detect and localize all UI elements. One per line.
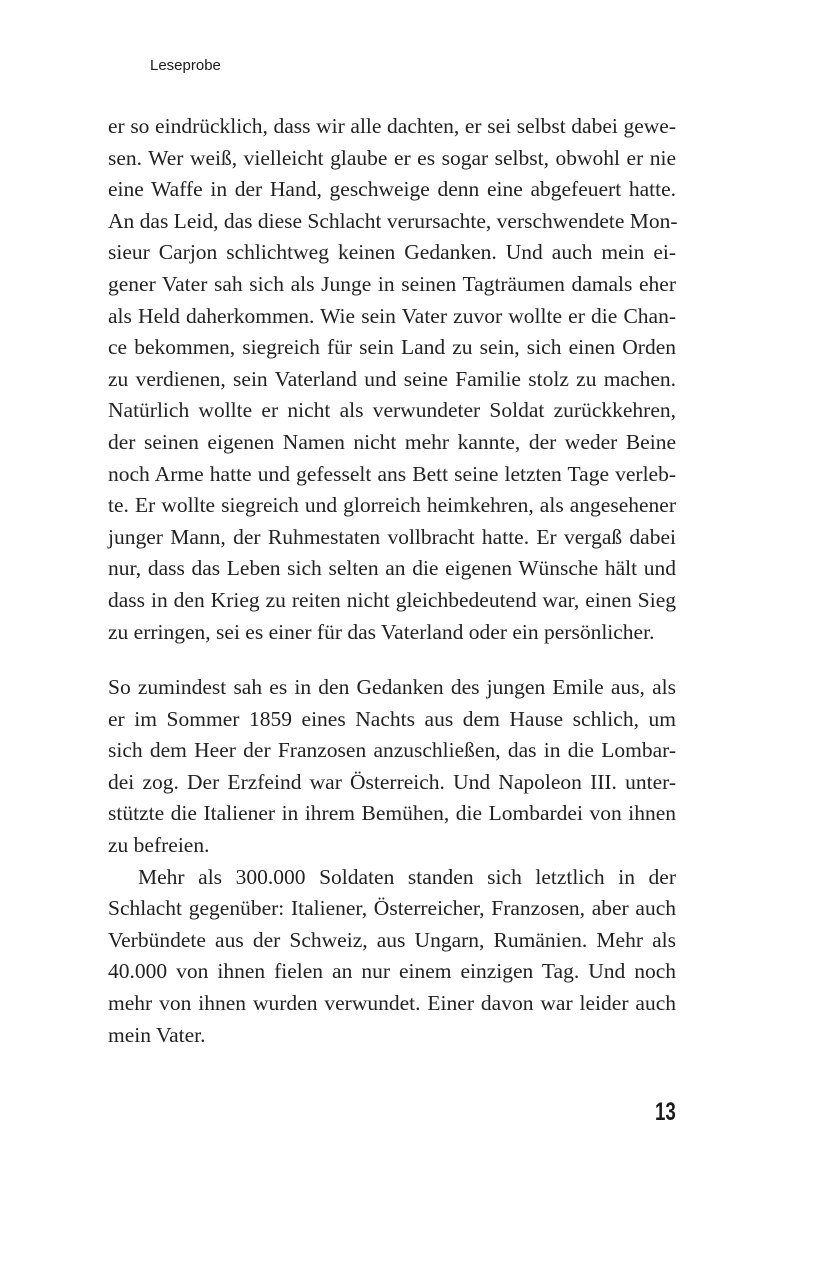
text-line: mehr von ihnen wurden verwundet. Einer davon war leider auch [108,990,676,1015]
text-line: dass in den Krieg zu reiten nicht gleichbedeutend war, einen Sieg [108,587,676,612]
text-line: An das Leid, das diese Schlacht verursachte, verschwendete Mon- [108,208,678,233]
text-line: So zumindest sah es in den Gedanken des jungen Emile aus, als [108,675,676,699]
text-line: noch Arme hatte und gefesselt ans Bett seine letzten Tage verleb- [108,461,676,486]
text-line: er im Sommer 1859 eines Nachts aus dem Hause schlich, um [108,706,676,731]
text-line: zu erringen, sei es einer für das Vaterland oder ein persönlicher. [108,619,655,644]
text-line: er so eindrücklich, dass wir alle dachten, er sei selbst dabei gewe- [108,114,676,138]
page-number: 13 [655,1098,676,1126]
text-line: Verbündete aus der Schweiz, aus Ungarn, Rumänien. Mehr als [108,927,676,952]
text-line: Schlacht gegenüber: Italiener, Österreicher, Franzosen, aber auch [108,896,676,921]
text-line: junger Mann, der Ruhmestaten vollbracht hatte. Er vergaß dabei [108,524,676,549]
text-line: sen. Wer weiß, vielleicht glaube er es sogar selbst, obwohl er nie [108,145,676,170]
text-line: dei zog. Der Erzfeind war Österreich. Und Napoleon III. unter- [108,769,676,794]
text-line: zu verdienen, sein Vaterland und seine Familie stolz zu machen. [108,366,676,391]
paragraph-2 [108,672,676,1051]
text-line: der seinen eigenen Namen nicht mehr kannte, der weder Beine [108,429,676,454]
text-line: Mehr als 300.000 Soldaten standen sich letztlich in der [138,864,676,889]
paragraph-1 [108,111,676,648]
text-line: stützte die Italiener in ihrem Bemühen, die Lombardei von ihnen [108,801,676,826]
text-line: sieur Carjon schlichtweg keinen Gedanken. Und auch mein ei- [108,240,676,265]
text-line: 40.000 von ihnen fielen an nur einem einzigen Tag. Und noch [108,959,676,984]
text-line: eine Waffe in der Hand, geschweige denn eine abgefeuert hatte. [108,177,676,202]
running-header-label: Leseprobe [150,57,221,74]
text-line: nur, dass das Leben sich selten an die eigenen Wünsche hält und [108,556,676,581]
text-line: als Held daherkommen. Wie sein Vater zuvor wollte er die Chan- [108,303,676,328]
text-line: sich dem Heer der Franzosen anzuschließen, das in die Lombar- [108,738,676,763]
text-line: te. Er wollte siegreich und glorreich heimkehren, als angesehener [108,493,676,518]
text-line: zu befreien. [108,832,210,857]
text-line: Natürlich wollte er nicht als verwundeter Soldat zurückkehren, [108,398,676,423]
text-line: ce bekommen, siegreich für sein Land zu sein, sich einen Orden [108,335,676,360]
text-line: gener Vater sah sich als Junge in seinen Tagträumen damals eher [108,271,676,296]
text-line: mein Vater. [108,1022,206,1047]
